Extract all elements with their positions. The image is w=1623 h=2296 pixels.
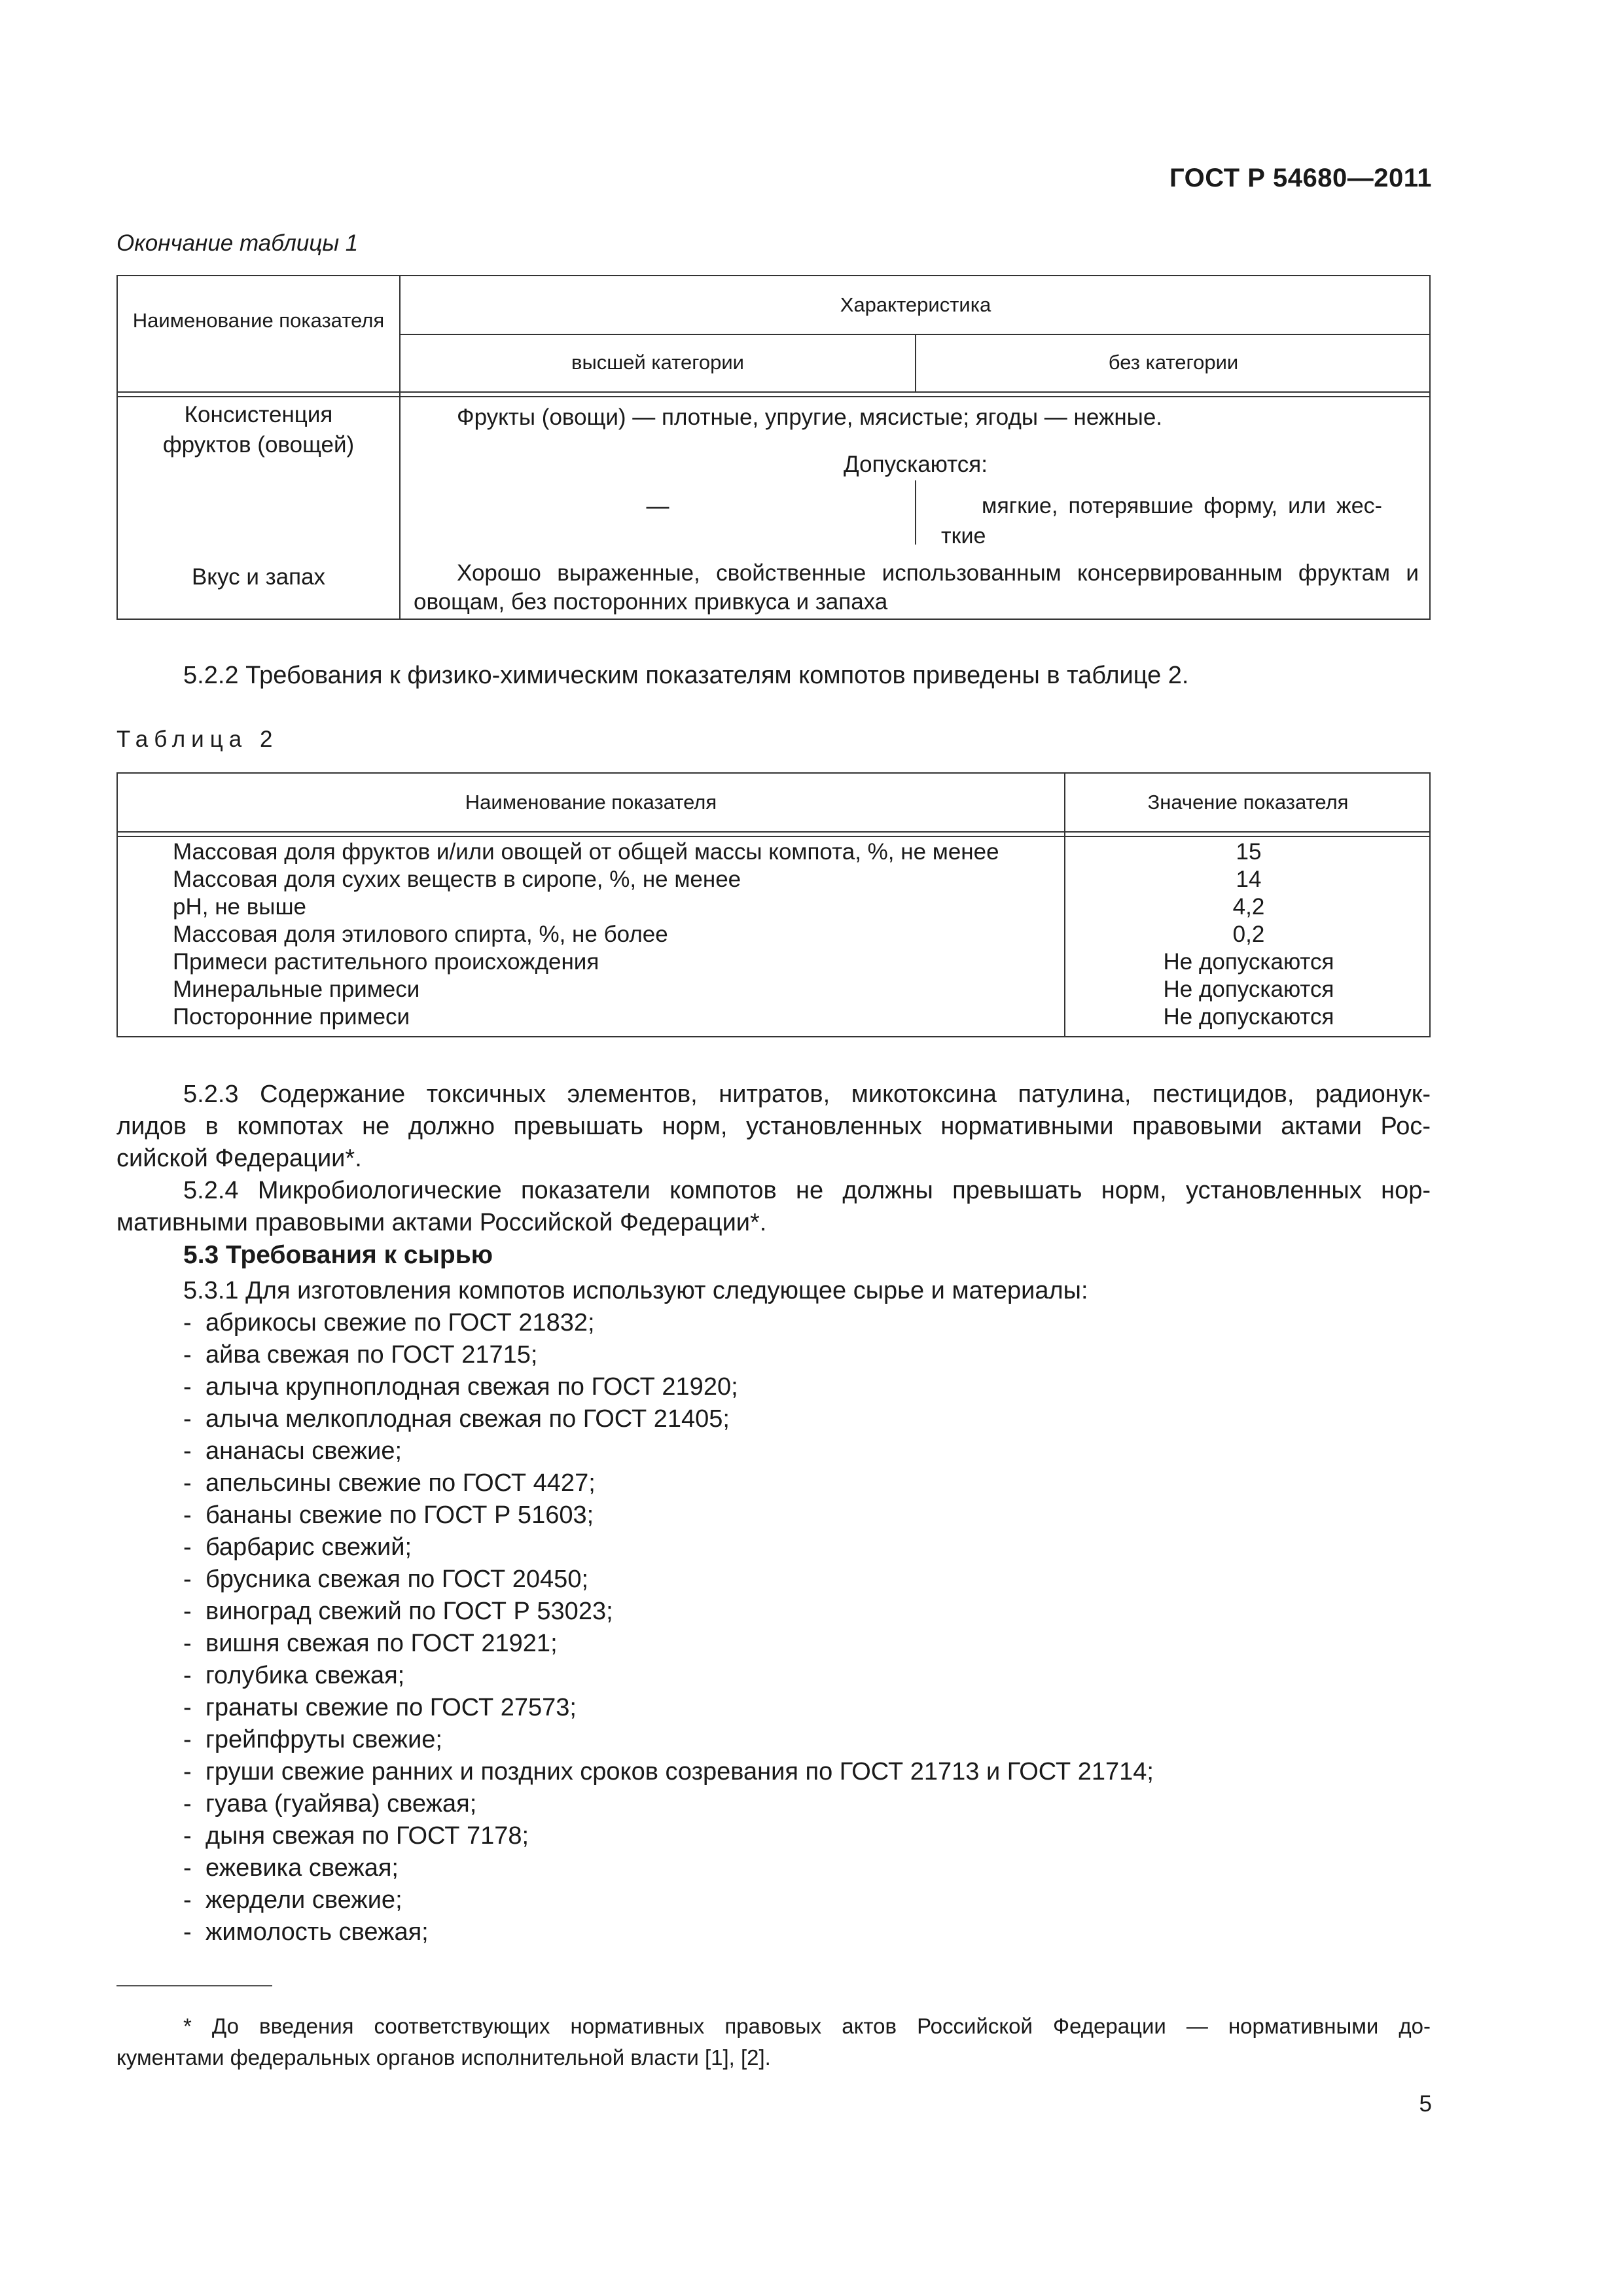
paragraph-5-2-3: сийской Федерации*. [116,1145,362,1172]
table2-row-value: 15 [1236,839,1262,865]
list-item [183,1596,1427,1628]
list-dash: - [183,1694,192,1721]
list-dash: - [183,1437,192,1465]
paragraph-5-2-3: лидов в компотах не должно превышать норм, установленных нормативными правовыми актами Рос- [116,1113,1431,1140]
table2-row-value: 14 [1236,867,1262,892]
list-item-text: дыня свежая по ГОСТ 7178; [205,1822,529,1850]
paragraph-5-2-4: мативными правовыми актами Российской Федерации*. [116,1209,767,1236]
table1-caption: Окончание таблицы 1 [116,230,359,256]
list-item [183,1660,1427,1692]
table2-row-value: 0,2 [1232,922,1265,947]
table2-row-value: Не допускаются [1163,949,1334,975]
table1-divider [915,480,916,545]
table1-row-taste-text: Хорошо выраженные, свойственные использованным консервированным фруктам и [457,560,1419,586]
list-item-text: грейпфруты свежие; [205,1726,442,1753]
table2-header-value: Значение показателя [1147,791,1349,814]
list-dash: - [183,1534,192,1561]
list-dash: - [183,1918,192,1946]
document-code: ГОСТ Р 54680—2011 [1169,164,1432,192]
table1-row-consistency-name: Консистенция [184,402,333,427]
paragraph-5-2-4: 5.2.4 Микробиологические показатели компотов не должны превышать норм, установленных нор- [183,1177,1431,1204]
table1-divider [118,391,1431,393]
table2-row-name: Массовая доля этилового спирта, %, не более [173,922,668,947]
list-item-text: вишня свежая по ГОСТ 21921; [205,1630,558,1657]
table1-row-consistency-allowed: Допускаются: [844,452,988,477]
table2-divider [118,836,1431,837]
table1-divider [399,276,401,620]
list-item-text: груши свежие ранних и поздних сроков созревания по ГОСТ 21713 и ГОСТ 21714; [205,1758,1154,1785]
list-item [183,1884,1427,1916]
list-item [183,1435,1427,1467]
footnote-rule [116,1985,272,1986]
footnote-text: кументами федеральных органов исполнительной власти [1], [2]. [116,2045,771,2070]
list-item [183,1852,1427,1884]
list-dash: - [183,1309,192,1336]
list-item-text: гранаты свежие по ГОСТ 27573; [205,1694,577,1721]
table2-divider [118,831,1431,833]
list-dash: - [183,1469,192,1497]
list-dash: - [183,1822,192,1850]
list-item-text: алыча крупноплодная свежая по ГОСТ 21920; [205,1373,738,1401]
list-item [183,1564,1427,1596]
table1-row-consistency-name: фруктов (овощей) [162,432,355,457]
table-2 [116,772,1431,1037]
list-item [183,1532,1427,1564]
table1-row-consistency-none-value: мягкие, потерявшие форму, или жес- [982,493,1382,518]
list-dash: - [183,1790,192,1818]
table2-row-name: Массовая доля фруктов и/или овощей от общей массы компота, %, не менее [173,839,999,865]
table1-header-top-category: высшей категории [571,351,744,374]
list-item-text: гуава (гуайява) свежая; [205,1790,477,1818]
table2-row-name: Примеси растительного происхождения [173,949,599,975]
table2-caption: Таблица 2 [116,726,279,752]
list-dash: - [183,1566,192,1593]
table1-row-consistency-none-value: ткие [941,524,986,548]
list-item-text: жимолость свежая; [205,1918,429,1946]
table2-row-value: Не допускаются [1163,1004,1334,1030]
list-item [183,1307,1427,1339]
list-item [183,1820,1427,1852]
table2-row-name: Массовая доля сухих веществ в сиропе, %, не менее [173,867,741,892]
table1-row-taste-name: Вкус и запах [191,564,326,590]
list-dash: - [183,1630,192,1657]
list-item-text: апельсины свежие по ГОСТ 4427; [205,1469,596,1497]
table2-row-value: Не допускаются [1163,977,1334,1002]
list-item [183,1499,1427,1532]
table2-row-name: pH, не выше [173,894,307,920]
list-item-text: барбарис свежий; [205,1534,412,1561]
table2-header-name: Наименование показателя [465,791,717,814]
list-item [183,1371,1427,1403]
table1-divider [118,396,1431,397]
list-dash: - [183,1758,192,1785]
section-heading-5-3: 5.3 Требования к сырью [183,1241,493,1269]
list-item-text: айва свежая по ГОСТ 21715; [205,1341,538,1369]
list-item-text: жердели свежие; [205,1886,402,1914]
table1-header-no-category: без категории [1108,351,1239,374]
list-item [183,1724,1427,1756]
table2-row-name: Посторонние примеси [173,1004,410,1030]
table1-header-characteristic: Характеристика [840,293,991,316]
list-dash: - [183,1501,192,1529]
table1-row-taste-text: овощам, без посторонних привкуса и запаха [414,589,888,615]
paragraph-5-2-3: 5.2.3 Содержание токсичных элементов, нитратов, микотоксина патулина, пестицидов, радионук- [183,1081,1431,1108]
list-item [183,1628,1427,1660]
list-item-text: бананы свежие по ГОСТ Р 51603; [205,1501,594,1529]
list-item [183,1788,1427,1820]
list-dash: - [183,1662,192,1689]
table-1 [116,275,1431,620]
list-item-text: голубика свежая; [205,1662,405,1689]
list-dash: - [183,1726,192,1753]
list-item [183,1403,1427,1435]
list-dash: - [183,1341,192,1369]
list-dash: - [183,1886,192,1914]
table1-header-indicator: Наименование показателя [132,309,385,332]
list-item [183,1692,1427,1724]
table1-row-consistency-top-value: — [646,493,669,519]
list-item-text: виноград свежий по ГОСТ Р 53023; [205,1598,613,1625]
table2-row-name: Минеральные примеси [173,977,420,1002]
list-item [183,1339,1427,1371]
paragraph-5-2-2: 5.2.2 Требования к физико-химическим показателям компотов приведены в таблице 2. [183,662,1189,689]
list-item-text: брусника свежая по ГОСТ 20450; [205,1566,589,1593]
materials-list [183,1307,1427,1948]
list-dash: - [183,1373,192,1401]
list-dash: - [183,1598,192,1625]
list-dash: - [183,1405,192,1433]
list-item-text: абрикосы свежие по ГОСТ 21832; [205,1309,595,1336]
list-item [183,1916,1427,1948]
list-item-text: ананасы свежие; [205,1437,402,1465]
table2-row-value: 4,2 [1232,894,1265,920]
list-dash: - [183,1854,192,1882]
paragraph-5-3-1: 5.3.1 Для изготовления компотов используют следующее сырье и материалы: [183,1277,1088,1304]
list-item-text: алыча мелкоплодная свежая по ГОСТ 21405; [205,1405,730,1433]
list-item [183,1756,1427,1788]
table1-row-consistency-text: Фрукты (овощи) — плотные, упругие, мясистые; ягоды — нежные. [457,404,1163,430]
page-number: 5 [1419,2091,1432,2117]
footnote-text: * До введения соответствующих нормативных правовых актов Российской Федерации — нормативными до- [183,2014,1431,2038]
list-item-text: ежевика свежая; [205,1854,399,1882]
list-item [183,1467,1427,1499]
